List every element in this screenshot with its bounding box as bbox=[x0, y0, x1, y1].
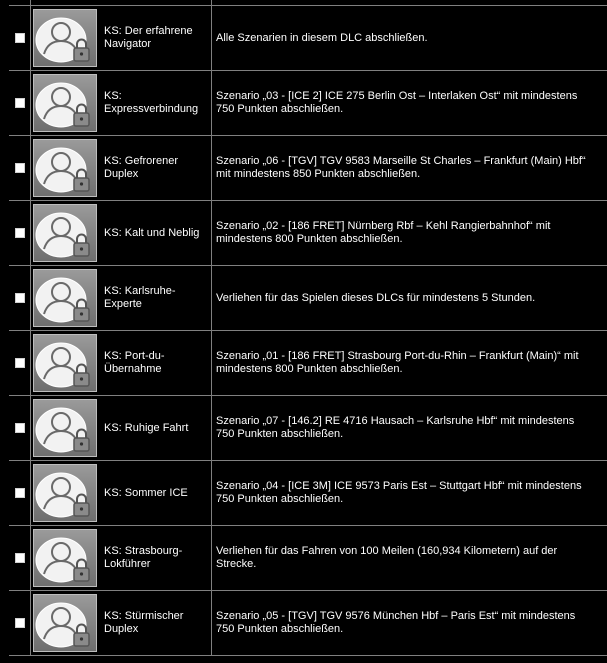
achievement-row[interactable] bbox=[9, 136, 607, 201]
achievement-name: KS: Expressverbindung bbox=[104, 90, 199, 115]
locked-achievement-icon bbox=[33, 594, 97, 652]
achievement-description: Szenario „03 - [ICE 2] ICE 275 Berlin Ost – Interlaken Ost“ mit mindestens 750 Punkten abschließen. bbox=[216, 90, 578, 115]
achievement-description: Szenario „04 - [ICE 3M] ICE 9573 Paris Est – Stuttgart Hbf“ mit mindestens 750 Punkten abschließen. bbox=[216, 480, 582, 505]
achievement-checkbox[interactable] bbox=[15, 293, 25, 303]
achievement-checkbox[interactable] bbox=[15, 163, 25, 173]
achievement-row[interactable] bbox=[9, 201, 607, 266]
achievement-description: Alle Szenarien in diesem DLC abschließen. bbox=[216, 31, 428, 44]
achievement-row[interactable] bbox=[9, 6, 607, 71]
achievement-checkbox[interactable] bbox=[15, 553, 25, 563]
achievement-checkbox[interactable] bbox=[15, 358, 25, 368]
achievement-description: Szenario „07 - [146.2] RE 4716 Hausach – Karlsruhe Hbf“ mit mindestens 750 Punkten abschließen. bbox=[216, 415, 575, 440]
achievement-name: KS: Port-du-Übernahme bbox=[104, 350, 165, 375]
achievement-name: KS: Gefrorener Duplex bbox=[104, 155, 178, 180]
locked-achievement-icon bbox=[33, 399, 97, 457]
locked-achievement-icon bbox=[33, 204, 97, 262]
achievement-row[interactable] bbox=[9, 526, 607, 591]
achievement-name: KS: Sommer ICE bbox=[104, 486, 188, 499]
locked-achievement-icon bbox=[33, 9, 97, 67]
achievement-checkbox[interactable] bbox=[15, 228, 25, 238]
achievement-checkbox[interactable] bbox=[15, 618, 25, 628]
achievement-name: KS: Stürmischer Duplex bbox=[104, 610, 184, 635]
achievement-row[interactable] bbox=[9, 461, 607, 526]
locked-achievement-icon bbox=[33, 334, 97, 392]
locked-achievement-icon bbox=[33, 464, 97, 522]
achievement-description: Verliehen für das Fahren von 100 Meilen (160,934 Kilometern) auf der Strecke. bbox=[216, 545, 558, 570]
achievement-checkbox[interactable] bbox=[15, 98, 25, 108]
achievement-checkbox[interactable] bbox=[15, 33, 25, 43]
achievement-name: KS: Der erfahrene Navigator bbox=[104, 25, 193, 50]
locked-achievement-icon bbox=[33, 269, 97, 327]
achievement-list bbox=[9, 0, 607, 656]
achievement-checkbox[interactable] bbox=[15, 488, 25, 498]
achievement-checkbox[interactable] bbox=[15, 423, 25, 433]
achievement-description: Szenario „05 - [TGV] TGV 9576 München Hbf – Paris Est“ mit mindestens 750 Punkten abschließen. bbox=[216, 610, 576, 635]
achievement-name: KS: Ruhige Fahrt bbox=[104, 421, 189, 434]
achievement-row[interactable] bbox=[9, 266, 607, 331]
achievement-description: Szenario „06 - [TGV] TGV 9583 Marseille St Charles – Frankfurt (Main) Hbf“ mit mindestens 850 Punkten abschließen. bbox=[216, 155, 586, 180]
achievement-description: Szenario „02 - [186 FRET] Nürnberg Rbf – Kehl Rangierbahnhof“ mit mindestens 800 Punkten abschließen. bbox=[216, 220, 551, 245]
locked-achievement-icon bbox=[33, 139, 97, 197]
achievement-row[interactable] bbox=[9, 71, 607, 136]
achievement-name: KS: Kalt und Neblig bbox=[104, 226, 200, 239]
achievement-description: Verliehen für das Spielen dieses DLCs für mindestens 5 Stunden. bbox=[216, 291, 536, 304]
achievement-description: Szenario „01 - [186 FRET] Strasbourg Port-du-Rhin – Frankfurt (Main)“ mit mindestens 800 Punkten abschließen. bbox=[216, 350, 579, 375]
achievement-name: KS: Strasbourg-Lokführer bbox=[104, 545, 183, 570]
achievement-name: KS: Karlsruhe-Experte bbox=[104, 285, 176, 310]
locked-achievement-icon bbox=[33, 529, 97, 587]
achievement-row[interactable] bbox=[9, 331, 607, 396]
locked-achievement-icon bbox=[33, 74, 97, 132]
achievement-row[interactable] bbox=[9, 591, 607, 656]
achievement-row[interactable] bbox=[9, 396, 607, 461]
